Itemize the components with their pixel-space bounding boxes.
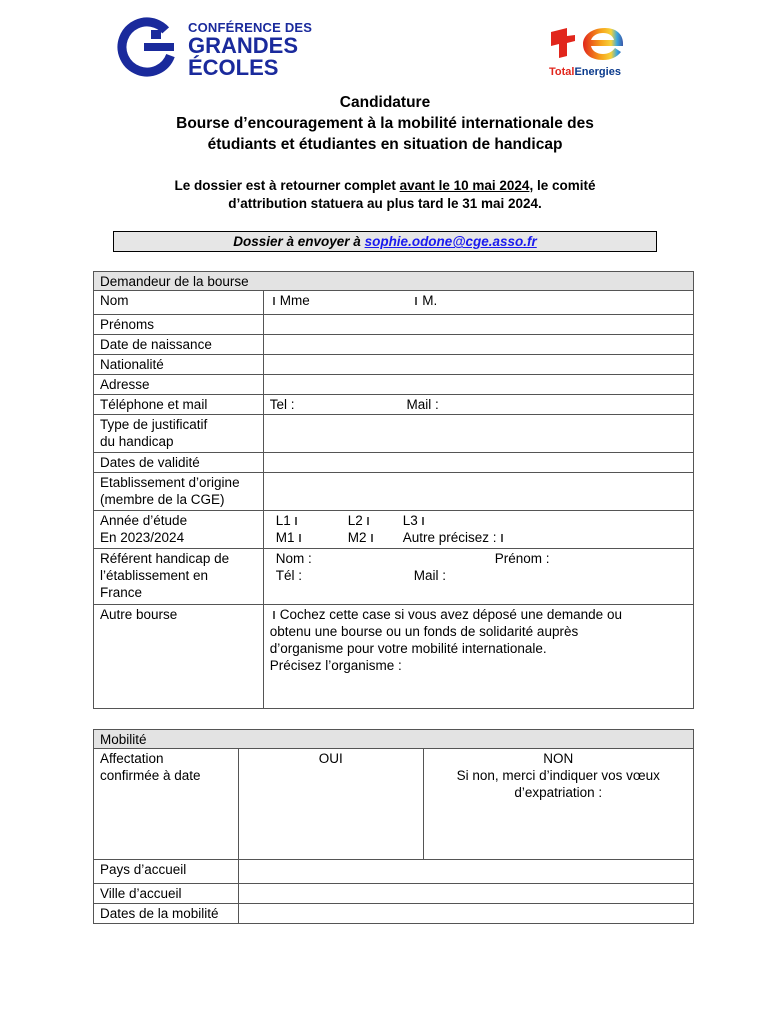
autre-text-line1: Cochez cette case si vous avez déposé une demande ou xyxy=(279,607,622,622)
label-ref-nom: Nom : xyxy=(275,551,312,566)
label-ville: Ville d’accueil xyxy=(94,884,239,904)
cge-logo xyxy=(116,16,316,78)
label-nationalite: Nationalité xyxy=(94,355,264,375)
send-to-box xyxy=(113,231,657,252)
label-non: NON xyxy=(543,751,574,766)
label-pays: Pays d’accueil xyxy=(94,860,239,884)
checkbox-m[interactable] xyxy=(415,297,417,305)
energies-word: Energies xyxy=(574,66,621,78)
label-ref-mail: Mail : xyxy=(413,568,446,583)
annee-line2: En 2023/2024 xyxy=(100,530,185,545)
checkbox-l1[interactable] xyxy=(295,517,297,525)
input-validite[interactable] xyxy=(263,453,693,473)
etab-line2: (membre de la CGE) xyxy=(100,492,225,507)
referent-line2: l’établissement en xyxy=(100,568,209,583)
label-tel-mail: Téléphone et mail xyxy=(94,395,264,415)
label-l3: L3 xyxy=(402,513,418,528)
totalenergies-emblem-icon xyxy=(545,22,645,66)
label-m1: M1 xyxy=(275,530,295,545)
label-justificatif xyxy=(94,415,264,453)
annee-line1: Année d’étude xyxy=(100,513,188,528)
referent-line3: France xyxy=(100,585,143,600)
totalenergies-wordmark xyxy=(549,66,621,78)
applicant-section-title: Demandeur de la bourse xyxy=(94,272,694,291)
affect-line1: Affectation xyxy=(100,751,164,766)
mobility-table xyxy=(93,729,694,924)
total-word: Total xyxy=(549,66,575,78)
input-justificatif[interactable] xyxy=(263,415,693,453)
label-autre-precisez: Autre précisez : xyxy=(402,530,497,545)
label-ref-tel: Tél : xyxy=(275,568,302,583)
label-dates-mobilite: Dates de la mobilité xyxy=(94,904,239,924)
notice-prefix: Le dossier est à retourner complet xyxy=(174,178,400,193)
label-dob: Date de naissance xyxy=(94,335,264,355)
label-prenoms: Prénoms xyxy=(94,315,264,335)
label-autre-bourse: Autre bourse xyxy=(94,605,264,709)
cge-logo-line3: ÉCOLES xyxy=(188,55,279,80)
referent-line1: Référent handicap de xyxy=(100,551,230,566)
input-dates-mobilite[interactable] xyxy=(238,904,693,924)
autre-text-line3: d’organisme pour votre mobilité internationale. xyxy=(269,641,547,656)
label-referent xyxy=(94,549,264,605)
title-line3: étudiants et étudiantes en situation de handicap xyxy=(207,136,563,153)
label-mme: Mme xyxy=(279,293,310,308)
label-m: M. xyxy=(422,293,438,308)
checkbox-autre[interactable] xyxy=(501,534,503,542)
autre-bourse-field xyxy=(263,605,693,709)
checkbox-l3[interactable] xyxy=(422,517,424,525)
non-text-line2: d’expatriation : xyxy=(514,785,603,800)
label-oui: OUI xyxy=(318,751,343,766)
checkbox-mme[interactable] xyxy=(273,297,275,305)
label-annee xyxy=(94,511,264,549)
autre-text-line2: obtenu une bourse ou un fonds de solidarité auprès xyxy=(269,624,579,639)
input-nationalite[interactable] xyxy=(263,355,693,375)
cge-logo-line1: CONFÉRENCE DES xyxy=(188,20,313,35)
label-nom: Nom xyxy=(94,291,264,315)
non-text-line1: Si non, merci d’indiquer vos vœux xyxy=(456,768,660,783)
title-line2: Bourse d’encouragement à la mobilité internationale des xyxy=(176,115,594,132)
label-ref-prenom: Prénom : xyxy=(494,551,550,566)
input-dob[interactable] xyxy=(263,335,693,355)
affect-line2: confirmée à date xyxy=(100,768,201,783)
checkbox-l2[interactable] xyxy=(367,517,369,525)
oui-column[interactable] xyxy=(238,749,423,860)
deadline-date: avant le 10 mai 2024 xyxy=(399,178,530,193)
referent-fields[interactable] xyxy=(263,549,693,605)
non-column[interactable] xyxy=(423,749,694,860)
label-tel: Tel : xyxy=(269,397,295,412)
justif-line2: du handicap xyxy=(100,434,174,449)
label-validite: Dates de validité xyxy=(94,453,264,473)
label-affectation xyxy=(94,749,239,860)
title-candidature: Candidature xyxy=(339,94,431,111)
input-prenoms[interactable] xyxy=(263,315,693,335)
checkbox-autre-bourse[interactable] xyxy=(273,611,275,619)
label-l1: L1 xyxy=(275,513,291,528)
input-pays[interactable] xyxy=(238,860,693,884)
notice-suffix: , le comité xyxy=(529,178,596,193)
cge-emblem-icon xyxy=(116,16,186,78)
justif-line1: Type de justificatif xyxy=(100,417,208,432)
checkbox-m1[interactable] xyxy=(299,534,301,542)
applicant-table xyxy=(93,271,694,709)
input-adresse[interactable] xyxy=(263,375,693,395)
send-prefix: Dossier à envoyer à xyxy=(233,234,365,249)
totalenergies-logo xyxy=(545,22,645,84)
checkbox-m2[interactable] xyxy=(371,534,373,542)
autre-text-line4: Précisez l’organisme : xyxy=(269,658,402,673)
label-m2: M2 xyxy=(347,530,367,545)
input-ville[interactable] xyxy=(238,884,693,904)
cge-logo-line2: GRANDES xyxy=(188,33,299,58)
mobility-section-title: Mobilité xyxy=(94,730,694,749)
year-options xyxy=(263,511,693,549)
etab-line1: Etablissement d’origine xyxy=(100,475,240,490)
input-etablissement[interactable] xyxy=(263,473,693,511)
label-etablissement xyxy=(94,473,264,511)
deadline-notice-line1 xyxy=(0,178,770,193)
deadline-notice-line2: d’attribution statuera au plus tard le 31 mai 2024. xyxy=(228,196,542,211)
label-mail: Mail : xyxy=(406,397,439,412)
send-email-link[interactable]: sophie.odone@cge.asso.fr xyxy=(364,234,537,249)
label-adresse: Adresse xyxy=(94,375,264,395)
input-tel-mail[interactable] xyxy=(263,395,693,415)
label-l2: L2 xyxy=(347,513,363,528)
civility-field xyxy=(263,291,693,315)
